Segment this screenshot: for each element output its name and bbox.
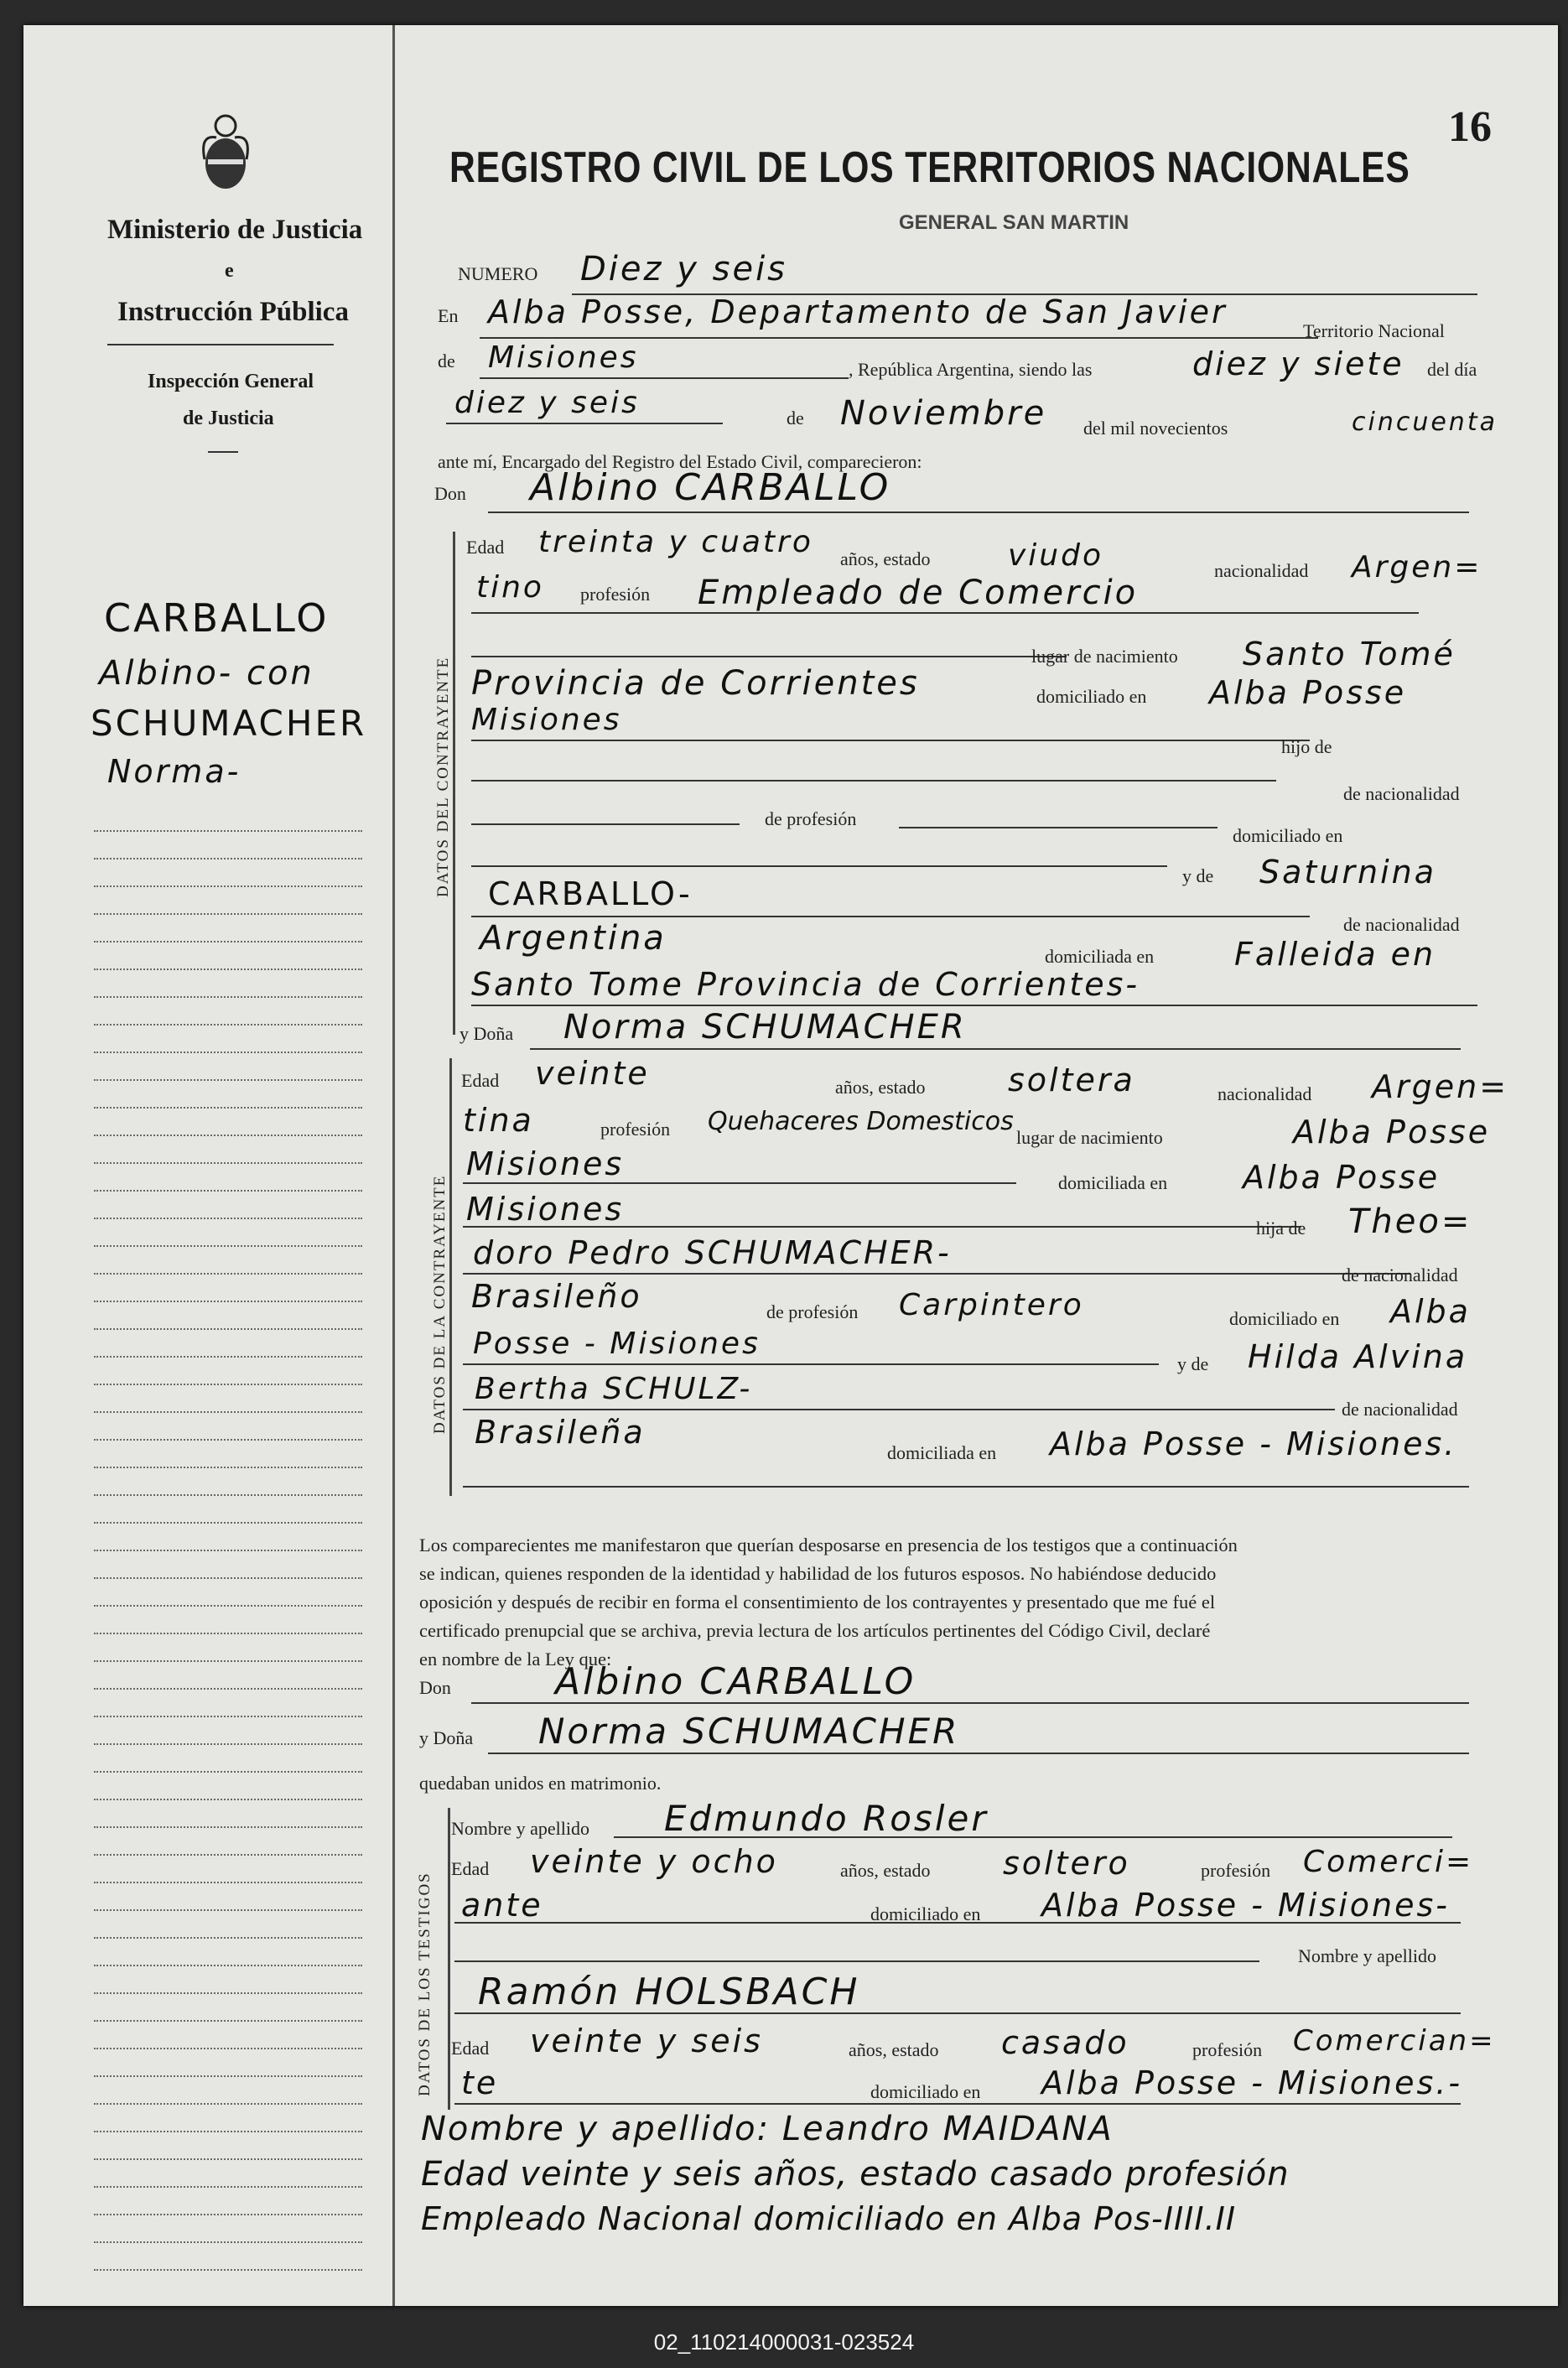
groom-domicilio2: Misiones xyxy=(471,703,622,737)
bride-bracket xyxy=(449,1058,452,1496)
hija-de-label: hija de xyxy=(1256,1218,1306,1239)
form-area xyxy=(396,25,1558,2306)
y-de-label: y de xyxy=(1182,865,1214,886)
don-value: Albino CARBALLO xyxy=(530,466,891,509)
ruled-line xyxy=(94,1135,362,1136)
witness2-prof-b: te xyxy=(461,2064,499,2101)
numero-value: Diez y seis xyxy=(580,250,788,288)
domiciliada-label: domiciliada en xyxy=(887,1442,997,1463)
witness2-estado: casado xyxy=(1001,2024,1129,2061)
groom-lugar-nac2: Provincia de Corrientes xyxy=(471,664,920,703)
ruled-line xyxy=(94,2020,362,2022)
ruled-line xyxy=(94,2103,362,2105)
witness1-edad: veinte y ocho xyxy=(530,1843,778,1880)
fill-line xyxy=(463,1363,1159,1365)
dia-value: diez y seis xyxy=(454,386,640,420)
ruled-line xyxy=(94,996,362,998)
ruled-line xyxy=(94,1328,362,1330)
ruled-line xyxy=(94,2048,362,2049)
fill-line xyxy=(471,865,1167,867)
ruled-line xyxy=(94,913,362,915)
witness2-nombre: Ramón HOLSBACH xyxy=(478,1971,860,2013)
y-dona-label: y Doña xyxy=(419,1727,474,1748)
fill-line xyxy=(471,780,1276,782)
witness-bracket xyxy=(448,1808,450,2110)
index-name-line2: Albino- con xyxy=(99,654,314,693)
ruled-line xyxy=(94,1743,362,1745)
numero-label: NUMERO xyxy=(458,263,538,284)
anos-estado-label: años, estado xyxy=(840,1860,931,1881)
fill-line xyxy=(530,1048,1461,1050)
witness1-prof-b: ante xyxy=(461,1887,543,1924)
witness2-dom: Alba Posse - Misiones.- xyxy=(1041,2064,1463,2101)
ministry-line3: Instrucción Pública xyxy=(117,297,349,327)
edad-label: Edad xyxy=(461,1070,500,1091)
image-id-caption: 02_110214000031-023524 xyxy=(653,2329,915,2355)
bride-lugar-nac2: Misiones xyxy=(466,1145,625,1182)
witness1-prof-a: Comerci= xyxy=(1303,1845,1474,1879)
hora-value: diez y siete xyxy=(1192,345,1404,382)
ruled-line xyxy=(94,1716,362,1717)
groom-madre-dom2: Santo Tome Provincia de Corrientes- xyxy=(471,966,1140,1003)
ruled-line xyxy=(94,1190,362,1192)
y-de-label: y de xyxy=(1177,1353,1209,1374)
novecientos-label: del mil novecientos xyxy=(1083,418,1228,439)
bride-lugar-nac: Alba Posse xyxy=(1293,1114,1491,1150)
fill-line xyxy=(480,337,1318,339)
index-name-line4: Norma- xyxy=(107,753,241,790)
fill-line xyxy=(471,656,1067,657)
witness1-estado: soltero xyxy=(1003,1845,1130,1882)
fill-line xyxy=(480,377,849,379)
bride-padre-dom: Alba xyxy=(1390,1293,1471,1330)
bride-padre-nac: Brasileño xyxy=(471,1278,642,1315)
de-label: de xyxy=(438,351,455,371)
bride-madre2: Bertha SCHULZ- xyxy=(475,1372,753,1406)
ruled-line xyxy=(94,2075,362,2077)
ruled-line xyxy=(94,1882,362,1883)
nombre-y-apellido-label: Nombre y apellido xyxy=(1298,1945,1436,1966)
lugar-nac-label: lugar de nacimiento xyxy=(1031,646,1178,667)
ruled-line xyxy=(94,1356,362,1358)
edad-label: Edad xyxy=(451,2038,490,2059)
legal-paragraph-line4: certificado prenupcial que se archiva, previa lectura de los artículos pertinentes del Código Civil, declaré xyxy=(419,1620,1211,1641)
bride-nombre: Norma SCHUMACHER xyxy=(563,1008,967,1046)
fill-line xyxy=(614,1836,1452,1838)
anos-estado-label: años, estado xyxy=(849,2039,939,2060)
del-dia-label: del día xyxy=(1427,359,1477,380)
groom-nac-b: tino xyxy=(476,570,544,605)
fill-line xyxy=(488,512,1469,513)
legal-paragraph-line1: Los comparecientes me manifestaron que querían desposarse en presencia de los testigos que a continuación xyxy=(419,1535,1238,1555)
bride-nac-b: tina xyxy=(463,1102,534,1139)
margin-column xyxy=(23,25,395,2306)
lugar-value: Alba Posse, Departamento de San Javier xyxy=(488,293,1228,330)
witness3-line2: Edad veinte y seis años, estado casado profesión xyxy=(421,2155,1290,2194)
ruled-line xyxy=(94,1854,362,1856)
ruled-line xyxy=(94,1494,362,1496)
ruled-line xyxy=(94,2241,362,2243)
witness2-edad: veinte y seis xyxy=(530,2023,763,2059)
bride-nac-a: Argen= xyxy=(1372,1068,1509,1105)
witness1-dom: Alba Posse - Misiones- xyxy=(1041,1887,1450,1924)
divider xyxy=(208,451,238,453)
ruled-line xyxy=(94,1162,362,1164)
nacionalidad-label: nacionalidad xyxy=(1214,560,1309,581)
ruled-line xyxy=(94,1992,362,1994)
witness2-prof-a: Comercian= xyxy=(1293,2024,1496,2058)
edad-label: Edad xyxy=(466,537,505,558)
en-label: En xyxy=(438,305,459,326)
ministry-line2: e xyxy=(225,260,234,282)
page-title: REGISTRO CIVIL DE LOS TERRITORIOS NACIONALES xyxy=(449,143,1410,192)
territorio-value: Misiones xyxy=(488,340,639,375)
de-nacionalidad-label: de nacionalidad xyxy=(1343,914,1460,935)
fill-line xyxy=(463,1182,1016,1184)
inspection-line2: de Justicia xyxy=(183,408,274,429)
ruled-line xyxy=(94,1937,362,1939)
ruled-line xyxy=(94,1688,362,1690)
ruled-line xyxy=(94,1024,362,1026)
de2-label: de xyxy=(787,408,804,428)
groom-profesion: Empleado de Comercio xyxy=(698,574,1139,612)
nombre-apellido-label: Nombre y apellido xyxy=(451,1818,589,1839)
legal-paragraph-line5: en nombre de la Ley que: xyxy=(419,1649,612,1670)
ruled-line xyxy=(94,830,362,832)
fill-line xyxy=(471,1702,1469,1704)
witness-section-label: DATOS DE LOS TESTIGOS xyxy=(416,1872,434,2096)
territorio-label: Territorio Nacional xyxy=(1303,320,1445,341)
ante-mi-label: ante mí, Encargado del Registro del Estado Civil, comparecieron: xyxy=(438,451,922,472)
ruled-line xyxy=(94,1826,362,1828)
anos-estado-label: años, estado xyxy=(835,1077,926,1098)
ruled-line xyxy=(94,1411,362,1413)
mes-value: Noviembre xyxy=(840,394,1047,433)
declaration-don: Albino CARBALLO xyxy=(555,1660,916,1703)
ruled-line xyxy=(94,1965,362,1966)
bride-padre-b: doro Pedro SCHUMACHER- xyxy=(473,1234,952,1271)
ruled-line xyxy=(94,885,362,887)
bride-padre-prof: Carpintero xyxy=(899,1288,1084,1322)
bride-profesion: Quehaceres Domesticos xyxy=(708,1107,1014,1136)
bride-madre: Hilda Alvina xyxy=(1248,1338,1468,1375)
domiciliada-label: domiciliada en xyxy=(1045,946,1155,967)
groom-estado: viudo xyxy=(1008,538,1103,573)
fill-line xyxy=(463,1273,1410,1275)
profesion-label: profesión xyxy=(1192,2039,1263,2060)
fill-line xyxy=(446,423,723,424)
ruled-line xyxy=(94,1245,362,1247)
legal-paragraph-line3: oposición y después de recibir en forma el consentimiento de los contrayentes y presentado que me fué el xyxy=(419,1592,1216,1612)
fill-line xyxy=(463,1226,1301,1228)
ruled-line xyxy=(94,1467,362,1468)
domiciliado-label: domiciliado en xyxy=(1233,825,1343,846)
de-profesion-label: de profesión xyxy=(765,808,857,829)
ruled-line xyxy=(94,1633,362,1634)
legal-paragraph-line2: se indican, quienes responden de la identidad y habilidad de los futuros esposos. No habiéndose deducido xyxy=(419,1563,1217,1584)
ruled-line xyxy=(94,1799,362,1800)
bride-madre-nac: Brasileña xyxy=(475,1414,646,1451)
ruled-line xyxy=(94,2131,362,2132)
anio-value: cincuenta xyxy=(1352,408,1498,437)
ruled-line xyxy=(94,2186,362,2188)
bride-section-label: DATOS DE LA CONTRAYENTE xyxy=(431,1174,449,1434)
lugar-nac-label: lugar de nacimiento xyxy=(1016,1127,1163,1148)
register-page xyxy=(23,25,1558,2306)
groom-madre-nac: Argentina xyxy=(480,919,667,958)
office-stamp: GENERAL SAN MARTIN xyxy=(899,211,1129,234)
ruled-line xyxy=(94,1439,362,1441)
republica-label: , República Argentina, siendo las xyxy=(849,359,1093,380)
declaration-dona: Norma SCHUMACHER xyxy=(538,1711,960,1752)
groom-nac-a: Argen= xyxy=(1352,550,1482,584)
fill-line xyxy=(471,1005,1477,1006)
ruled-line xyxy=(94,1522,362,1524)
bride-estado: soltera xyxy=(1008,1062,1135,1098)
bride-domicilio: Alba Posse xyxy=(1243,1159,1441,1196)
quedaban-label: quedaban unidos en matrimonio. xyxy=(419,1773,662,1794)
bride-domicilio2: Misiones xyxy=(466,1191,625,1228)
fill-line xyxy=(471,823,740,825)
ruled-line xyxy=(94,1550,362,1551)
de-profesion-label: de profesión xyxy=(766,1301,859,1322)
fill-line xyxy=(488,1753,1469,1754)
divider xyxy=(107,344,334,345)
ruled-line xyxy=(94,1107,362,1109)
ruled-line xyxy=(94,968,362,970)
ruled-line xyxy=(94,1909,362,1911)
y-dona-label: y Doña xyxy=(459,1023,514,1044)
edad-label: Edad xyxy=(451,1858,490,1879)
bride-madre-dom: Alba Posse - Misiones. xyxy=(1050,1425,1457,1462)
domiciliado-label: domiciliado en xyxy=(870,1903,981,1924)
groom-bracket xyxy=(453,532,455,1035)
fill-line xyxy=(454,1960,1259,1962)
ruled-line xyxy=(94,858,362,859)
ruled-line xyxy=(94,1218,362,1219)
witness3-line1: Nombre y apellido: Leandro MAIDANA xyxy=(421,2110,1114,2148)
groom-madre: Saturnina xyxy=(1259,854,1437,891)
domiciliada-label: domiciliada en xyxy=(1058,1172,1168,1193)
domiciliado-label: domiciliado en xyxy=(1036,686,1147,707)
de-nacionalidad-label: de nacionalidad xyxy=(1342,1264,1458,1285)
groom-madre-apellido: CARBALLO- xyxy=(488,875,693,912)
ruled-line xyxy=(94,1273,362,1275)
fill-line xyxy=(454,1922,1461,1924)
ruled-line xyxy=(94,1384,362,1385)
fill-line xyxy=(454,2103,1461,2105)
fill-line xyxy=(463,1409,1335,1410)
ruled-line xyxy=(94,1301,362,1302)
fill-line xyxy=(471,612,1419,614)
ruled-line xyxy=(94,1605,362,1607)
groom-lugar-nac: Santo Tomé xyxy=(1243,636,1456,672)
bride-padre-dom2: Posse - Misiones xyxy=(473,1327,761,1361)
hijo-de-label: hijo de xyxy=(1281,736,1332,757)
don-label: Don xyxy=(419,1677,451,1698)
ruled-line xyxy=(94,2158,362,2160)
index-name-line1: CARBALLO xyxy=(104,595,330,641)
bride-padre-a: Theo= xyxy=(1348,1202,1472,1241)
fill-line xyxy=(899,827,1218,828)
ruled-line xyxy=(94,2214,362,2215)
fill-line xyxy=(454,2012,1461,2014)
fill-line xyxy=(463,1486,1469,1488)
bride-edad: veinte xyxy=(535,1055,650,1092)
profesion-label: profesión xyxy=(1201,1860,1271,1881)
witness1-nombre: Edmundo Rosler xyxy=(664,1798,989,1839)
ruled-line xyxy=(94,941,362,943)
groom-madre-dom: Falleida en xyxy=(1234,936,1436,973)
ruled-line xyxy=(94,1079,362,1081)
de-nacionalidad-label: de nacionalidad xyxy=(1342,1399,1458,1420)
ruled-line xyxy=(94,1660,362,1662)
coat-of-arms-icon xyxy=(200,109,252,193)
groom-edad: treinta y cuatro xyxy=(538,525,813,559)
witness3-line3: Empleado Nacional domiciliado en Alba Pos-IIII.II xyxy=(421,2200,1237,2237)
index-name-line3: SCHUMACHER xyxy=(91,703,367,744)
de-nacionalidad-label: de nacionalidad xyxy=(1343,783,1460,804)
ruled-line xyxy=(94,1771,362,1773)
groom-domicilio: Alba Posse xyxy=(1209,674,1407,711)
groom-section-label: DATOS DEL CONTRAYENTE xyxy=(434,656,452,897)
ruled-line xyxy=(94,1577,362,1579)
ruled-line xyxy=(94,2269,362,2271)
ruled-line xyxy=(94,1052,362,1053)
domiciliado-label: domiciliado en xyxy=(870,2081,981,2102)
don-label: Don xyxy=(434,483,466,504)
fill-line xyxy=(471,916,1310,917)
page-number: 16 xyxy=(1448,103,1492,151)
anos-estado-label: años, estado xyxy=(840,548,931,569)
inspection-line1: Inspección General xyxy=(148,371,314,392)
profesion-label: profesión xyxy=(600,1119,671,1140)
nacionalidad-label: nacionalidad xyxy=(1218,1083,1312,1104)
fill-line xyxy=(471,740,1310,741)
profesion-label: profesión xyxy=(580,584,651,605)
domiciliado-label: domiciliado en xyxy=(1229,1308,1340,1329)
ministry-line1: Ministerio de Justicia xyxy=(107,215,363,245)
